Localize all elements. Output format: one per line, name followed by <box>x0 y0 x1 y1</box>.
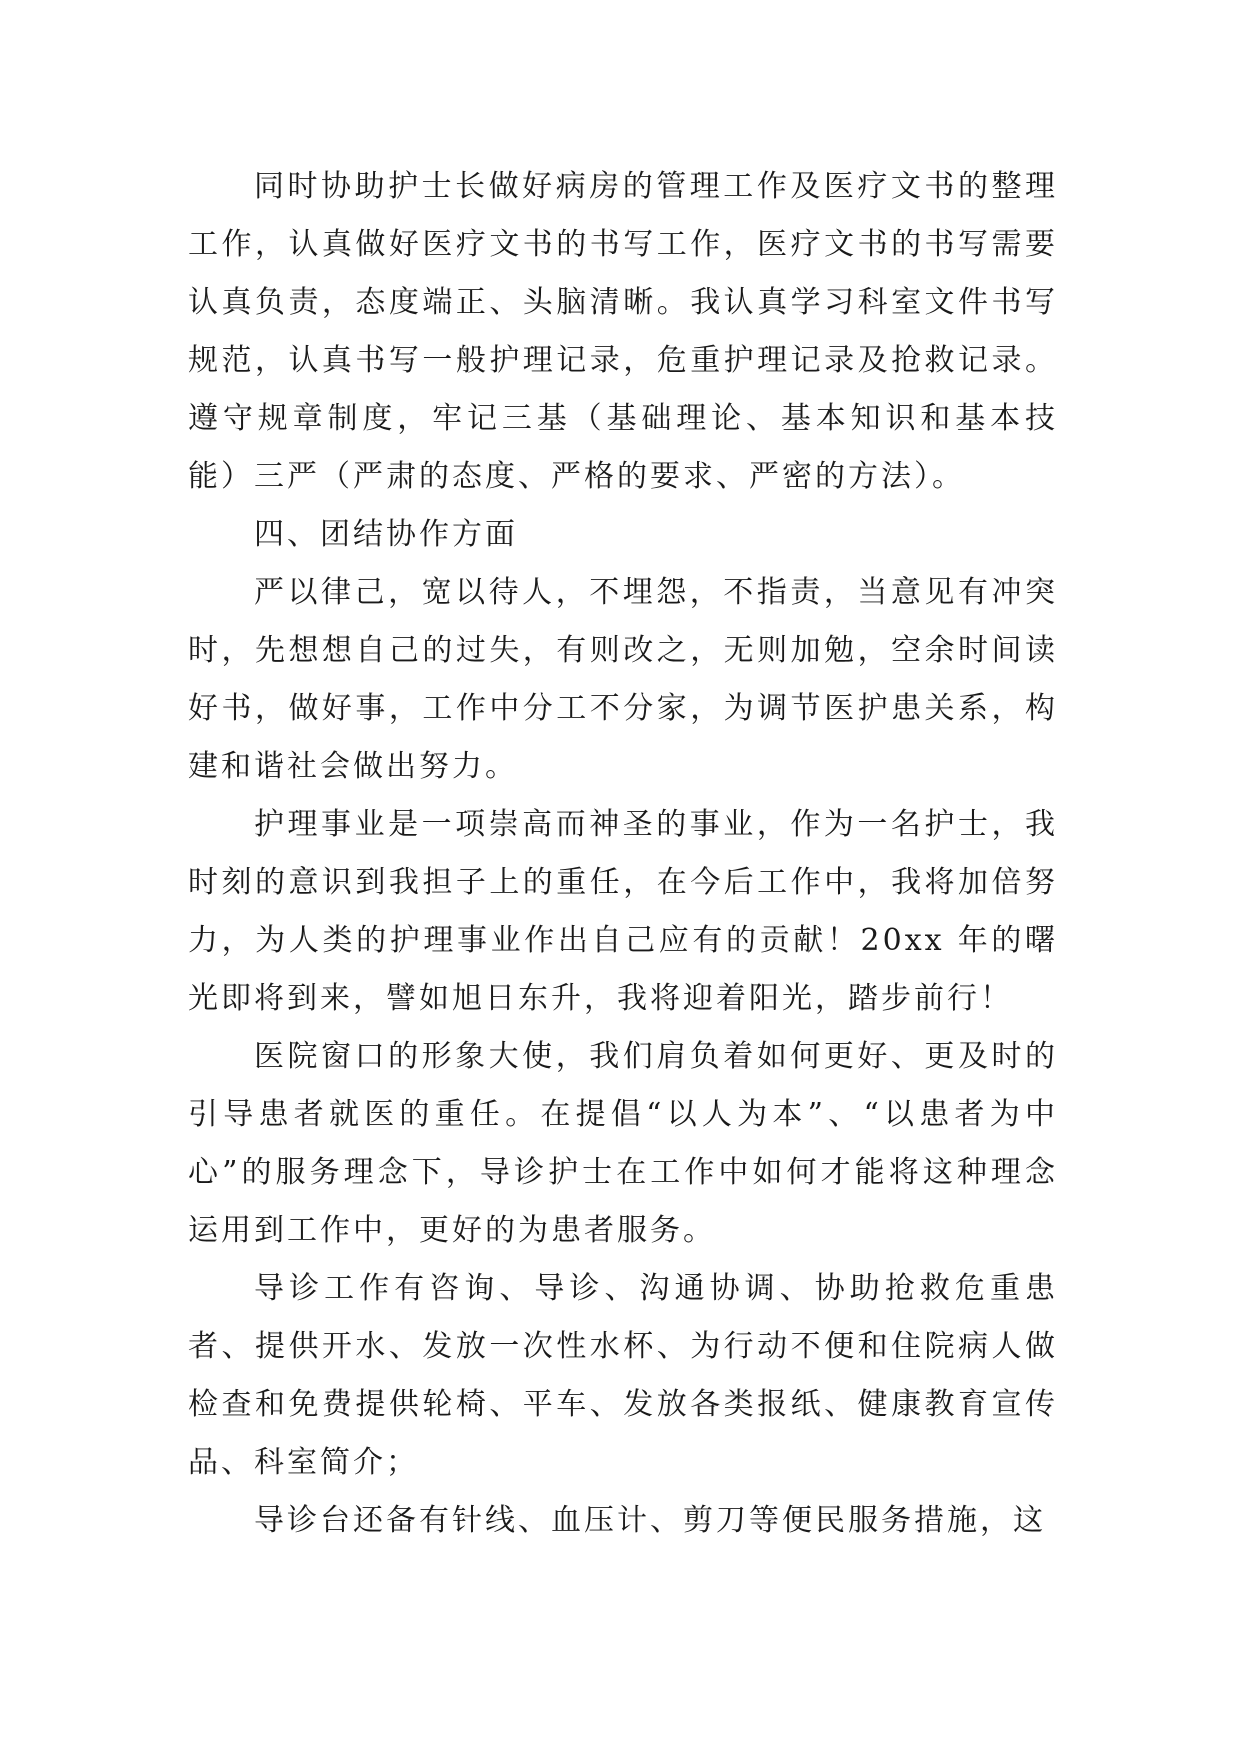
paragraph-nursing-career: 护理事业是一项崇高而神圣的事业，作为一名护士，我时刻的意识到我担子上的重任，在今后工作中，我将加倍努力，为人类的护理事业作出自己应有的贡献！20xx 年的曙光即将到来，譬如旭日东升，我将迎着阳光，踏步前行！ <box>188 807 1058 1016</box>
section-heading-teamwork: 四、团结协作方面 <box>254 517 518 552</box>
paragraph-records: 同时协助护士长做好病房的管理工作及医疗文书的整理工作，认真做好医疗文书的书写工作，医疗文书的书写需要认真负责，态度端正、头脑清晰。我认真学习科室文件书写规范，认真书写一般护理记录，危重护理记录及抢救记录。遵守规章制度，牢记三基（基础理论、基本知识和基本技能）三严（严肃的态度、严格的要求、严密的方法）。 <box>188 169 1058 494</box>
paragraph-guidance-desk: 导诊台还备有针线、血压计、剪刀等便民服务措施，这 <box>254 1503 1046 1538</box>
paragraph-hospital-window: 医院窗口的形象大使，我们肩负着如何更好、更及时的引导患者就医的重任。在提倡“以人为本”、“以患者为中心”的服务理念下，导诊护士在工作中如何才能将这种理念运用到工作中，更好的为患者服务。 <box>188 1039 1058 1248</box>
paragraph-guidance-work: 导诊工作有咨询、导诊、沟通协调、协助抢救危重患者、提供开水、发放一次性水杯、为行动不便和住院病人做检查和免费提供轮椅、平车、发放各类报纸、健康教育宣传品、科室简介； <box>188 1271 1058 1480</box>
document-body <box>188 158 1058 1550</box>
paragraph-teamwork: 严以律己，宽以待人，不埋怨，不指责，当意见有冲突时，先想想自己的过失，有则改之，无则加勉，空余时间读好书，做好事，工作中分工不分家，为调节医护患关系，构建和谐社会做出努力。 <box>188 575 1058 784</box>
